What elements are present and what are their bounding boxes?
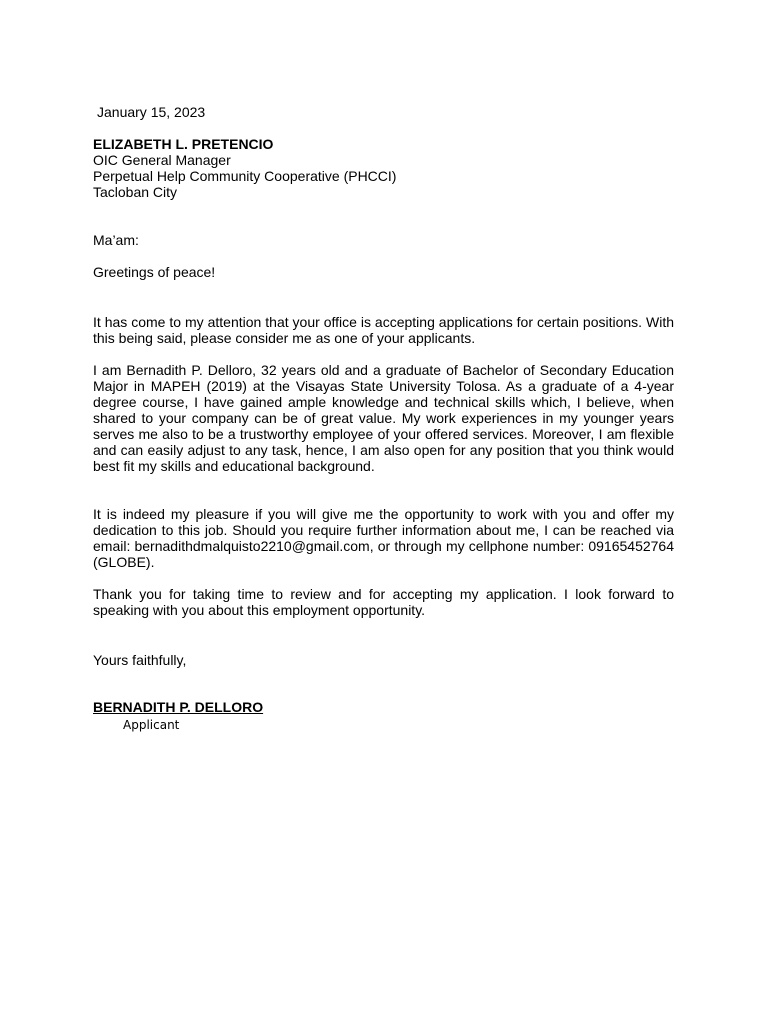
letter-date: January 15, 2023 [97, 104, 206, 120]
body-paragraph-thanks: Thank you for taking time to review and for accepting my application. I look forward to speaking with you about this employment opportunity. [93, 586, 674, 618]
recipient-title: OIC General Manager [93, 152, 231, 168]
body-paragraph-background: I am Bernadith P. Delloro, 32 years old and a graduate of Bachelor of Secondary Education Major in MAPEH (2019) at the Visayas State University Tolosa. As a graduate of a 4-year degree course, I have gained ample knowledge and technical skills which, I believe, when shared to your company can be of great value. My work experiences in my younger years serves me also to be a trustworthy employee of your offered services. Moreover, I am flexible and can easily adjust to any task, hence, I am also open for any position that you think would best fit my skills and educational background. [93, 362, 674, 474]
recipient-city: Tacloban City [93, 184, 178, 200]
closing: Yours faithfully, [93, 652, 187, 668]
salutation: Ma’am: [93, 232, 139, 248]
signature-name: BERNADITH P. DELLORO [93, 699, 264, 715]
recipient-name: ELIZABETH L. PRETENCIO [93, 136, 274, 152]
greeting: Greetings of peace! [93, 264, 216, 280]
recipient-organization: Perpetual Help Community Cooperative (PHCCI) [93, 168, 397, 184]
body-paragraph-contact: It is indeed my pleasure if you will give me the opportunity to work with you and offer my dedication to this job. Should you require further information about me, I can be reached via email: bernadithdmalquisto2210@gmail.com, or through my cellphone number: 09165452764 (GLOBE). [93, 506, 674, 570]
signature-title: Applicant [123, 718, 180, 732]
body-paragraph-intro: It has come to my attention that your office is accepting applications for certain positions. With this being said, please consider me as one of your applicants. [93, 314, 674, 346]
